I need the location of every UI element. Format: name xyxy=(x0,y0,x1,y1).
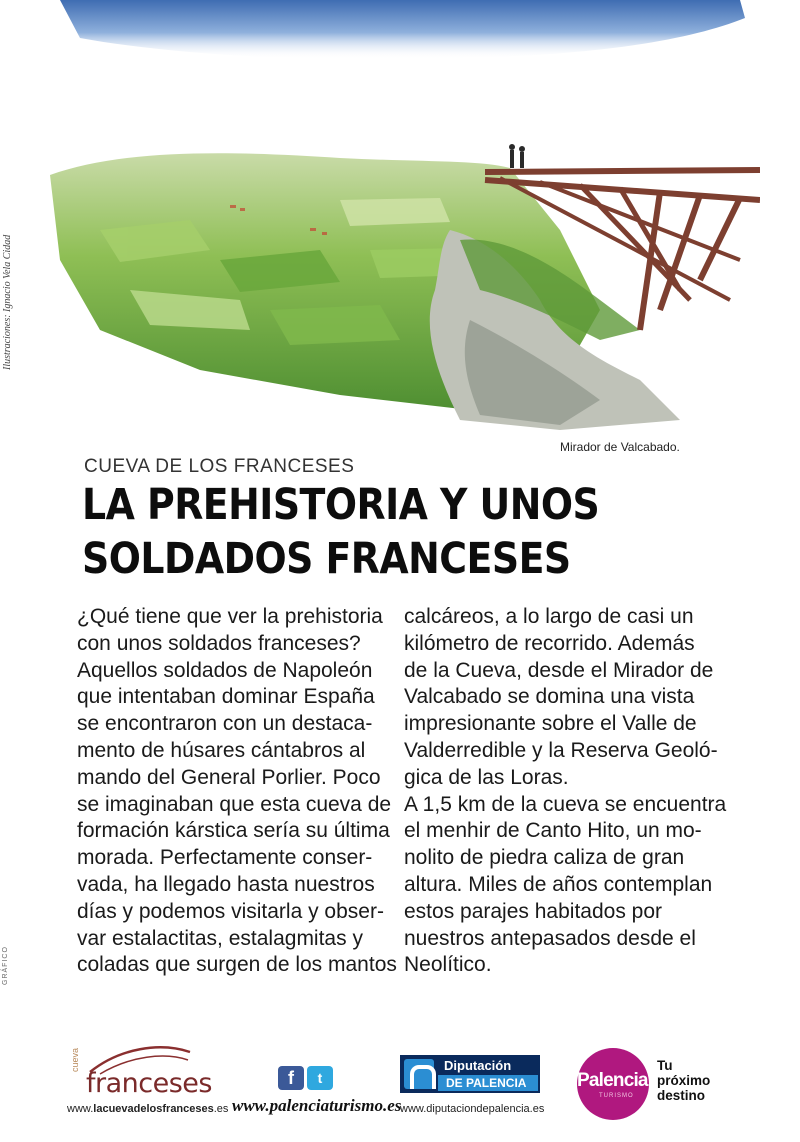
tagline-line: próximo xyxy=(657,1073,711,1088)
cueva-franceses-logo xyxy=(70,1038,210,1100)
sky-wash xyxy=(60,0,745,59)
body-line: el menhir de Canto Hito, un mo- xyxy=(404,819,702,843)
palencia-badge-word: Palencia xyxy=(577,1070,648,1091)
body-line: A 1,5 km de la cueva se encuentra xyxy=(404,792,727,816)
body-line: formación kárstica sería su última xyxy=(77,819,390,843)
body-line: se encontraron con un destaca- xyxy=(77,712,373,736)
body-line: Valderredible y la Reserva Geoló- xyxy=(404,738,718,762)
cueva-url-domain: lacuevadelosfranceses xyxy=(93,1103,214,1115)
body-line: que intentaban dominar España xyxy=(77,685,375,709)
diputacion-emblem-icon xyxy=(404,1059,434,1089)
diputacion-url-link[interactable]: www.diputaciondepalencia.es xyxy=(400,1103,545,1115)
facebook-icon[interactable]: f xyxy=(278,1066,304,1090)
body-line: Valcabado se domina una vista xyxy=(404,685,695,709)
body-line: mento de húsares cántabros al xyxy=(77,738,366,762)
headline-line-2: SOLDADOS FRANCESES xyxy=(82,534,571,584)
palencia-turismo-badge xyxy=(577,1048,649,1120)
body-line: kilómetro de recorrido. Además xyxy=(404,631,695,655)
palencia-tagline xyxy=(657,1058,727,1103)
twitter-icon[interactable]: t xyxy=(307,1066,333,1090)
body-line: estos parajes habitados por xyxy=(404,899,662,923)
body-line: mando del General Porlier. Poco xyxy=(77,765,381,789)
palencia-turismo-url-link[interactable]: www.palenciaturismo.es xyxy=(232,1096,402,1115)
body-right-column xyxy=(404,604,734,979)
cueva-url-link[interactable] xyxy=(67,1103,228,1115)
body-line: Neolítico. xyxy=(404,953,492,977)
side-mark: GRÁFICO xyxy=(2,946,9,985)
body-line: de la Cueva, desde el Mirador de xyxy=(404,658,714,682)
tagline-line: destino xyxy=(657,1088,706,1103)
headline xyxy=(82,478,645,586)
body-line: calcáreos, a lo largo de casi un xyxy=(404,605,694,628)
sponsor-footer xyxy=(0,1030,800,1142)
cueva-url-suffix: .es xyxy=(213,1103,229,1115)
body-line: altura. Miles de años contemplan xyxy=(404,872,713,896)
body-line: nolito de piedra caliza de gran xyxy=(404,846,685,870)
image-caption: Mirador de Valcabado. xyxy=(560,440,680,454)
diputacion-line-2: DE PALENCIA xyxy=(438,1075,538,1091)
cueva-url-prefix: www. xyxy=(67,1103,94,1115)
social-icons xyxy=(278,1066,334,1092)
body-line: Aquellos soldados de Napoleón xyxy=(77,658,373,682)
body-line: impresionante sobre el Valle de xyxy=(404,712,697,736)
body-left-column xyxy=(77,604,397,979)
body-line: con unos soldados franceses? xyxy=(77,631,361,655)
palencia-badge-sub: TURISMO xyxy=(599,1093,634,1099)
diputacion-line-1: Diputación xyxy=(444,1058,512,1073)
tagline-line: Tu xyxy=(657,1058,673,1073)
landscape-painting xyxy=(40,0,760,440)
body-line: var estalactitas, estalagmitas y xyxy=(77,926,363,950)
body-line: ¿Qué tiene que ver la prehistoria xyxy=(77,605,383,628)
body-line: nuestros antepasados desde el xyxy=(404,926,696,950)
body-line: morada. Perfectamente conser- xyxy=(77,846,373,870)
cueva-logo-small: cueva xyxy=(70,1048,80,1073)
mirador-illustration xyxy=(40,0,760,440)
body-line: gica de las Loras. xyxy=(404,765,569,789)
section-kicker: CUEVA DE LOS FRANCESES xyxy=(84,456,355,477)
body-line: coladas que surgen de los mantos xyxy=(77,953,397,977)
body-line: vada, ha llegado hasta nuestros xyxy=(77,872,375,896)
body-line: días y podemos visitarla y obser- xyxy=(77,899,384,923)
cueva-logo-wordmark: franceses xyxy=(86,1068,212,1099)
body-line: se imaginaban que esta cueva de xyxy=(77,792,392,816)
diputacion-logo xyxy=(400,1055,540,1093)
headline-line-1: LA PREHISTORIA Y UNOS xyxy=(82,480,600,530)
visitors xyxy=(509,144,525,168)
illustration-credit: Ilustraciones: Ignacio Vela Cidad xyxy=(2,234,13,370)
